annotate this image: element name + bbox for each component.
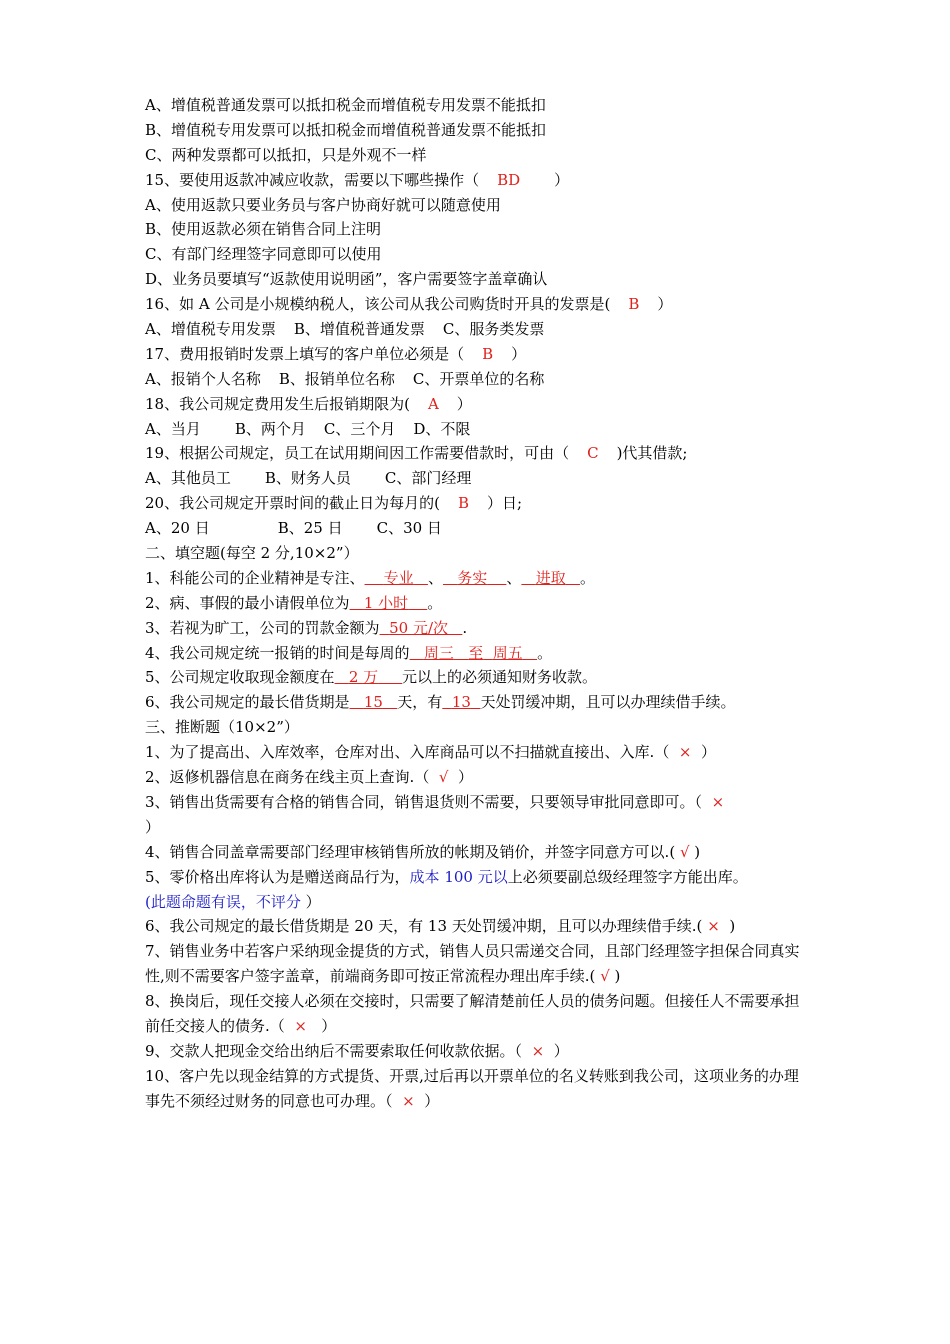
- judge-9: [145, 1039, 810, 1064]
- q15-stem-close: ）: [554, 170, 570, 189]
- fill-1: [145, 566, 810, 591]
- judge-10-text: 10、客户先以现金结算的方式提货、开票,过后再以开票单位的名义转账到我公司，这项业务的办理事先不须经过财务的同意也可办理。（: [145, 1066, 799, 1110]
- q20-option-c: C、30 日: [376, 519, 442, 538]
- judge-5-text-end: 上必须要副总级经理签字方能出库。: [507, 867, 748, 886]
- q15-option-a: A、使用返款只要业务员与客户协商好就可以随意使用: [145, 195, 501, 214]
- judge-8-text: 8、换岗后，现任交接人必须在交接时，只需要了解清楚前任人员的债务问题。但接任人不需要承担前任交接人的债务.（: [145, 992, 800, 1036]
- judge-3-text: 3、销售出货需要有合格的销售合同，销售退货则不需要，只要领导审批同意即可。（: [145, 792, 703, 811]
- q14-option-b: B、增值税专用发票可以抵扣税金而增值税普通发票不能抵扣: [145, 120, 547, 139]
- q16-option-c: C、服务类发票: [442, 320, 545, 339]
- fill-6: [145, 690, 810, 715]
- fill-2-text: 2、病、事假的最小请假单位为: [145, 593, 350, 612]
- judge-8-close: ）: [321, 1017, 337, 1036]
- fill-6-text: 6、我公司规定的最长借货期是: [145, 693, 350, 712]
- q14-option-c: C、两种发票都可以抵扣，只是外观不一样: [145, 145, 427, 164]
- q15-option-c: C、有部门经理签字同意即可以使用: [145, 245, 382, 264]
- q18-option-c: C、三个月: [323, 419, 396, 438]
- judge-9-text: 9、交款人把现金交给出纳后不需要索取任何收款依据。（: [145, 1041, 523, 1060]
- fill-2-end: 。: [427, 593, 443, 612]
- q15-stem: [145, 168, 810, 193]
- q17-option-b: B、报销单位名称: [278, 369, 395, 388]
- fill-2: [145, 591, 810, 616]
- fill-4-blank-1: 周三: [423, 643, 454, 662]
- q16-stem-text: 16、如 A 公司是小规模纳税人，该公司从我公司购货时开具的发票是(: [145, 295, 611, 314]
- judge-7-check-icon: √: [600, 967, 610, 986]
- fill-1-sep-2: 、: [506, 568, 522, 587]
- judge-1-close: ）: [701, 743, 717, 762]
- fill-6-mid: 天，有: [397, 693, 443, 712]
- judge-5-highlight: 成本 100 元以: [409, 867, 508, 886]
- q17-stem: [145, 342, 810, 367]
- judge-4-text: 4、销售合同盖章需要部门经理审核销售所放的帐期及销价，并签字同意方可以.(: [145, 842, 676, 861]
- judge-3-cross-icon: ×: [711, 792, 725, 811]
- fill-5-blank: 2 万: [348, 668, 379, 687]
- q16-stem-close: ）: [657, 295, 673, 314]
- fill-6-end: 天处罚缓冲期，且可以办理续借手续。: [480, 693, 736, 712]
- judge-7: [145, 939, 810, 989]
- q17-options: [145, 367, 810, 392]
- q18-option-a: A、当月: [145, 419, 201, 438]
- q15-option-b: B、使用返款必须在销售合同上注明: [145, 220, 382, 239]
- fill-3-blank: 50 元/次: [389, 618, 449, 637]
- fill-6-blank-1: 15: [363, 693, 383, 712]
- q20-option-a: A、20 日: [145, 519, 210, 538]
- q15-option-d: D、业务员要填写“返款使用说明函”，客户需要签字盖章确认: [145, 270, 548, 289]
- judge-5-note: (此题命题有误，不评分: [145, 892, 301, 911]
- fill-3-text: 3、若视为旷工，公司的罚款金额为: [145, 618, 380, 637]
- fill-heading: 二、填空题(每空 2 分,10×2”）: [145, 544, 359, 563]
- judge-4-close: ): [694, 842, 701, 861]
- judge-4: [145, 840, 810, 865]
- q16-answer: B: [628, 295, 640, 314]
- q14-option-a: A、增值税普通发票可以抵扣税金而增值税专用发票不能抵扣: [145, 96, 546, 114]
- judge-9-close: ）: [553, 1041, 569, 1060]
- q16-options: [145, 317, 810, 342]
- document-page: [145, 93, 810, 1114]
- q17-answer: B: [482, 344, 494, 363]
- judge-heading: 三、推断题（10×2”）: [145, 718, 299, 737]
- judge-1: [145, 740, 810, 765]
- q18-stem: [145, 392, 810, 417]
- fill-4: [145, 641, 810, 666]
- judge-6-cross-icon: ×: [707, 917, 720, 936]
- q18-stem-close: ）: [456, 394, 472, 413]
- q16-stem: [145, 292, 810, 317]
- q18-answer: A: [427, 394, 439, 413]
- judge-3: [145, 790, 810, 840]
- q17-option-c: C、开票单位的名称: [412, 369, 545, 388]
- judge-2-close: ）: [457, 768, 473, 787]
- q17-stem-close: ）: [511, 344, 527, 363]
- judge-5: [145, 865, 810, 915]
- q15-answer: BD: [497, 170, 521, 189]
- judge-1-cross-icon: ×: [678, 743, 692, 762]
- fill-1-blank-1: 专业: [383, 568, 414, 587]
- q17-stem-text: 17、费用报销时发票上填写的客户单位必须是（: [145, 344, 465, 363]
- fill-1-end: 。: [580, 568, 596, 587]
- q19-option-a: A、其他员工: [145, 469, 231, 488]
- judge-10: [145, 1064, 810, 1114]
- judge-10-cross-icon: ×: [402, 1091, 415, 1110]
- judge-4-check-icon: √: [679, 842, 690, 861]
- q20-options: [145, 516, 810, 541]
- q20-stem: [145, 491, 810, 516]
- q19-options: [145, 466, 810, 491]
- q18-stem-text: 18、我公司规定费用发生后报销期限为(: [145, 394, 410, 413]
- judge-2-text: 2、返修机器信息在商务在线主页上查询.（: [145, 768, 430, 787]
- fill-1-text: 1、科能公司的企业精神是专注、: [145, 568, 365, 587]
- q19-option-c: C、部门经理: [384, 469, 472, 488]
- fill-1-blank-3: 进取: [535, 568, 566, 587]
- fill-5: [145, 665, 810, 690]
- fill-6-blank-2: 13: [451, 693, 471, 712]
- judge-5-close: ）: [305, 892, 321, 911]
- q19-stem-close: )代其借款;: [616, 444, 688, 463]
- fill-2-blank: 1 小时: [363, 593, 409, 612]
- q20-answer: B: [457, 494, 469, 513]
- q20-stem-close: ）日;: [486, 494, 523, 513]
- fill-4-text: 4、我公司规定统一报销的时间是每周的: [145, 643, 410, 662]
- fill-1-sep-1: 、: [427, 568, 443, 587]
- judge-10-close: ）: [424, 1091, 440, 1110]
- q17-option-a: A、报销个人名称: [145, 369, 261, 388]
- judge-1-text: 1、为了提高出、入库效率，仓库对出、入库商品可以不扫描就直接出、入库.（: [145, 743, 670, 762]
- q18-option-b: B、两个月: [234, 419, 306, 438]
- q20-stem-text: 20、我公司规定开票时间的截止日为每月的(: [145, 494, 440, 513]
- judge-2-check-icon: √: [438, 768, 449, 787]
- fill-3: [145, 616, 810, 641]
- fill-3-end: .: [462, 618, 468, 637]
- judge-8: [145, 989, 810, 1039]
- fill-4-end: 。: [537, 643, 553, 662]
- q19-stem-text: 19、根据公司规定，员工在试用期间因工作需要借款时，可由（: [145, 444, 570, 463]
- q16-option-a: A、增值税专用发票: [145, 320, 276, 339]
- q15-stem-text: 15、要使用返款冲减应收款，需要以下哪些操作（: [145, 170, 480, 189]
- judge-6-text: 6、我公司规定的最长借货期是 20 天，有 13 天处罚缓冲期，且可以办理续借手续.(: [145, 917, 703, 936]
- q19-answer: C: [587, 444, 599, 463]
- q16-option-b: B、增值税普通发票: [293, 320, 425, 339]
- judge-3-close: ）: [145, 817, 161, 836]
- q19-option-b: B、财务人员: [264, 469, 351, 488]
- q18-options: [145, 417, 810, 442]
- judge-2: [145, 765, 810, 790]
- fill-1-blank-2: 务实: [457, 568, 488, 587]
- judge-6-close: ): [729, 917, 736, 936]
- judge-9-cross-icon: ×: [531, 1041, 545, 1060]
- q20-option-b: B、25 日: [277, 519, 343, 538]
- judge-8-cross-icon: ×: [294, 1017, 307, 1036]
- fill-4-blank-2: 周五: [492, 643, 523, 662]
- judge-5-text: 5、零价格出库将认为是赠送商品行为，: [145, 867, 410, 886]
- q18-option-d: D、不限: [413, 419, 471, 438]
- fill-5-end: 元以上的必须通知财务收款。: [402, 668, 598, 687]
- judge-7-text: 7、销售业务中若客户采纳现金提货的方式，销售人员只需递交合同，且部门经理签字担保合同真实性,则不需要客户签字盖章，前端商务即可按正常流程办理出库手续.(: [145, 942, 800, 986]
- judge-6: [145, 914, 810, 939]
- judge-7-close: ): [614, 967, 621, 986]
- fill-5-text: 5、公司规定收取现金额度在: [145, 668, 335, 687]
- q19-stem: [145, 441, 810, 466]
- fill-4-mid: 至: [468, 643, 484, 662]
